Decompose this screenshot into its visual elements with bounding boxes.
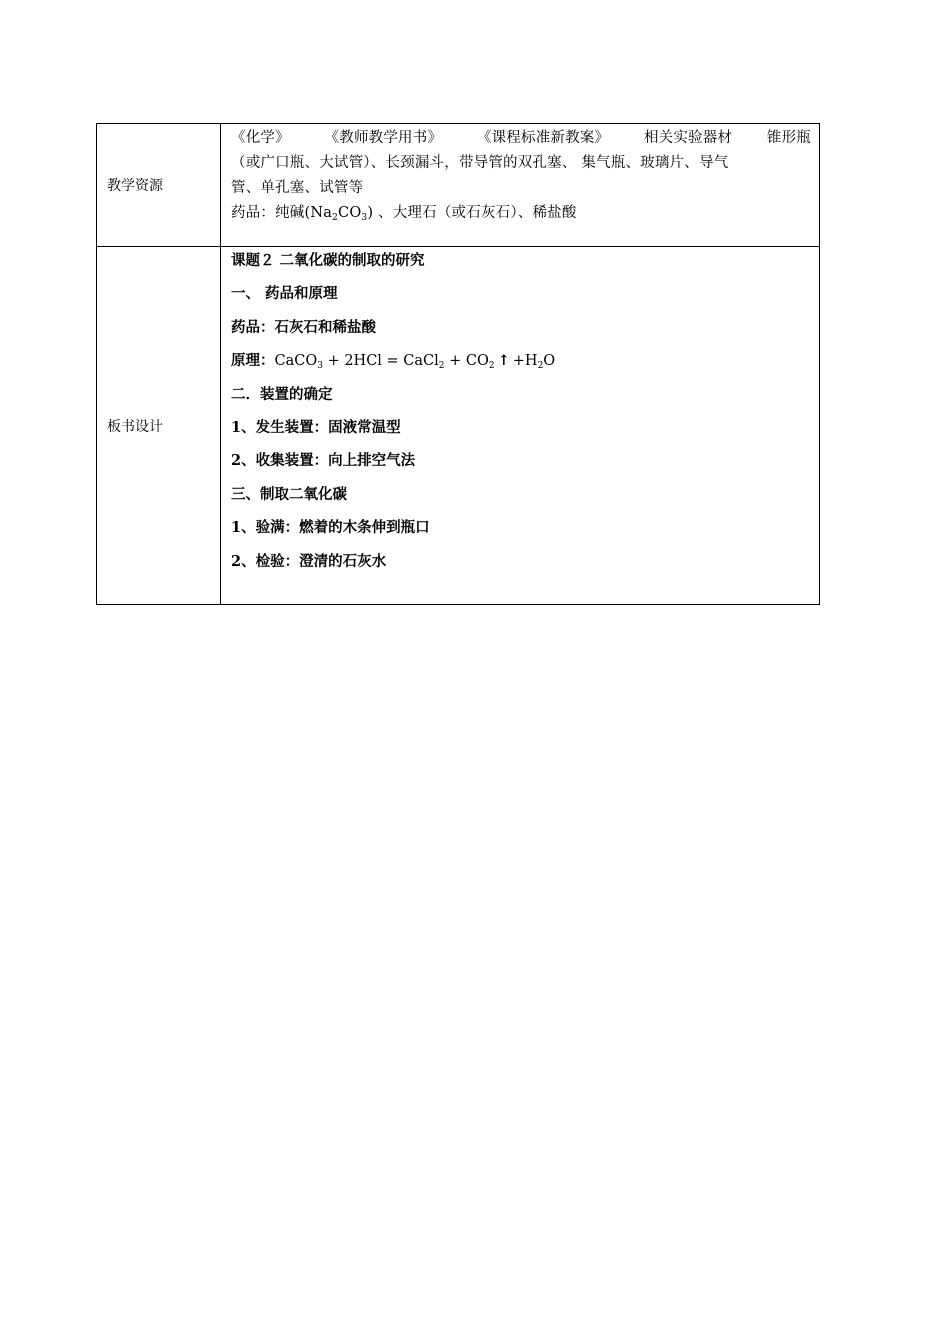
board-item-4: 2、检验：澄清的石灰水 bbox=[231, 552, 387, 570]
resources-line-1 bbox=[231, 126, 811, 151]
board-design-row bbox=[97, 247, 820, 605]
resource-item: 《化学》 bbox=[231, 130, 290, 146]
board-design-label: 板书设计 bbox=[97, 247, 221, 605]
resource-item: 《课程标准新教案》 bbox=[476, 130, 610, 146]
board-section-2: 二．装置的确定 bbox=[231, 385, 333, 403]
board-item-3: 1、验满：燃着的木条伸到瓶口 bbox=[231, 519, 430, 537]
board-item-1: 1、发生装置：固液常温型 bbox=[231, 418, 401, 436]
resources-content bbox=[221, 124, 820, 247]
board-item-2: 2、收集装置：向上排空气法 bbox=[231, 452, 416, 470]
resources-line-3: 管、单孔塞、试管等 bbox=[231, 180, 364, 196]
board-section-1: 一、 药品和原理 bbox=[231, 285, 338, 303]
gas-arrow-icon: ↑ bbox=[497, 352, 510, 370]
resources-line-2: （或广口瓶、大试管）、长颈漏斗，带导管的双孔塞、 集气瓶、玻璃片、导气 bbox=[231, 155, 729, 171]
resource-item: 锥形瓶 bbox=[766, 130, 811, 146]
resources-line-4: 药品：纯碱$(Na_2CO_3)$ 、大理石（或石灰石）、稀盐酸 bbox=[231, 205, 577, 223]
board-title: 课题２ 二氧化碳的制取的研究 bbox=[231, 252, 425, 269]
resources-row bbox=[97, 124, 820, 247]
board-design-content bbox=[221, 247, 820, 605]
resource-item: 《教师教学用书》 bbox=[324, 130, 443, 146]
board-section-3: 三、制取二氧化碳 bbox=[231, 485, 347, 503]
resource-item: 相关实验器材 bbox=[643, 130, 733, 146]
lesson-plan-table bbox=[96, 123, 820, 605]
board-principle: 原理：CaCO$_3$ + 2HCl = CaCl$_2$ + $CO_2$ ↑ $+H_2O$ bbox=[231, 352, 556, 372]
chemical-equation: CaCO$_3$ + 2HCl = CaCl$_2$ + $CO_2$ ↑ $+H_2O$ bbox=[274, 352, 556, 372]
board-drugs: 药品：石灰石和稀盐酸 bbox=[231, 318, 376, 336]
resources-label: 教学资源 bbox=[97, 124, 221, 247]
